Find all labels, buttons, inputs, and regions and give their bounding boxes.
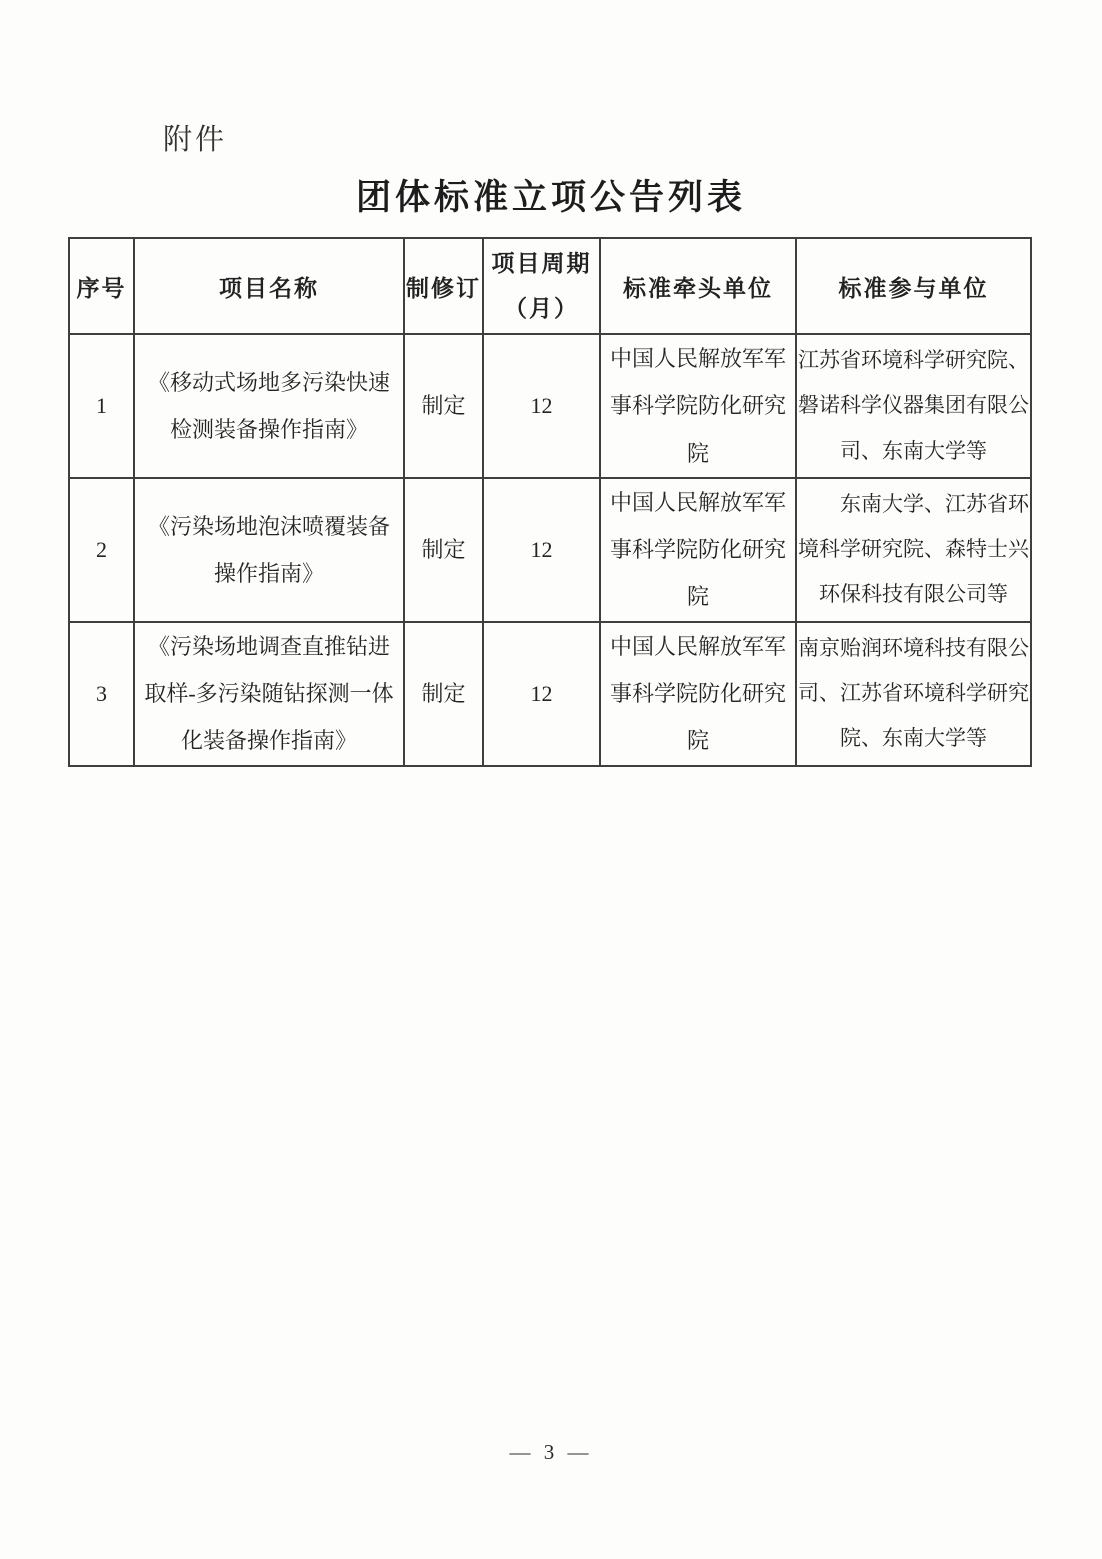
page-title: 团体标准立项公告列表 — [355, 178, 746, 217]
cell-project-name: 《污染场地泡沫喷覆装备操作指南》 — [134, 478, 404, 622]
cell-project-name: 《移动式场地多污染快速检测装备操作指南》 — [134, 334, 404, 478]
cell-lead-unit: 中国人民解放军军事科学院防化研究院 — [600, 334, 796, 478]
cell-revision-type: 制定 — [404, 478, 483, 622]
cell-revision-type: 制定 — [404, 622, 483, 766]
table-row — [69, 478, 1031, 622]
table-header-row — [69, 238, 1031, 334]
cell-serial-no: 2 — [69, 478, 134, 622]
attachment-label: 附件 — [163, 124, 228, 156]
cell-lead-unit: 中国人民解放军军事科学院防化研究院 — [600, 478, 796, 622]
cell-participating-units: 江苏省环境科学研究院、磐诺科学仪器集团有限公司、东南大学等 — [796, 334, 1031, 478]
cell-project-period: 12 — [483, 622, 600, 766]
col-header-project-period — [483, 238, 600, 334]
cell-project-period: 12 — [483, 334, 600, 478]
cell-revision-type: 制定 — [404, 334, 483, 478]
cell-lead-unit: 中国人民解放军军事科学院防化研究院 — [600, 622, 796, 766]
col-header-serial-no: 序号 — [69, 238, 134, 334]
project-period-line1: 项目周期 — [491, 250, 592, 277]
table-row — [69, 622, 1031, 766]
cell-serial-no: 3 — [69, 622, 134, 766]
table-row — [69, 334, 1031, 478]
cell-project-name: 《污染场地调查直推钻进取样-多污染随钻探测一体化装备操作指南》 — [134, 622, 404, 766]
cell-serial-no: 1 — [69, 334, 134, 478]
col-header-revision-type: 制修订 — [404, 238, 483, 334]
cell-participating-units: 南京贻润环境科技有限公司、江苏省环境科学研究院、东南大学等 — [796, 622, 1031, 766]
col-header-project-name: 项目名称 — [134, 238, 404, 334]
col-header-lead-unit: 标准牵头单位 — [600, 238, 796, 334]
page-number: — 3 — — [509, 1440, 593, 1464]
col-header-participating-units: 标准参与单位 — [796, 238, 1031, 334]
cell-project-period: 12 — [483, 478, 600, 622]
standards-announcement-table — [68, 237, 1032, 767]
cell-participating-units: 东南大学、江苏省环境科学研究院、森特士兴环保科技有限公司等 — [796, 478, 1031, 622]
project-period-line2: （月） — [504, 295, 579, 321]
